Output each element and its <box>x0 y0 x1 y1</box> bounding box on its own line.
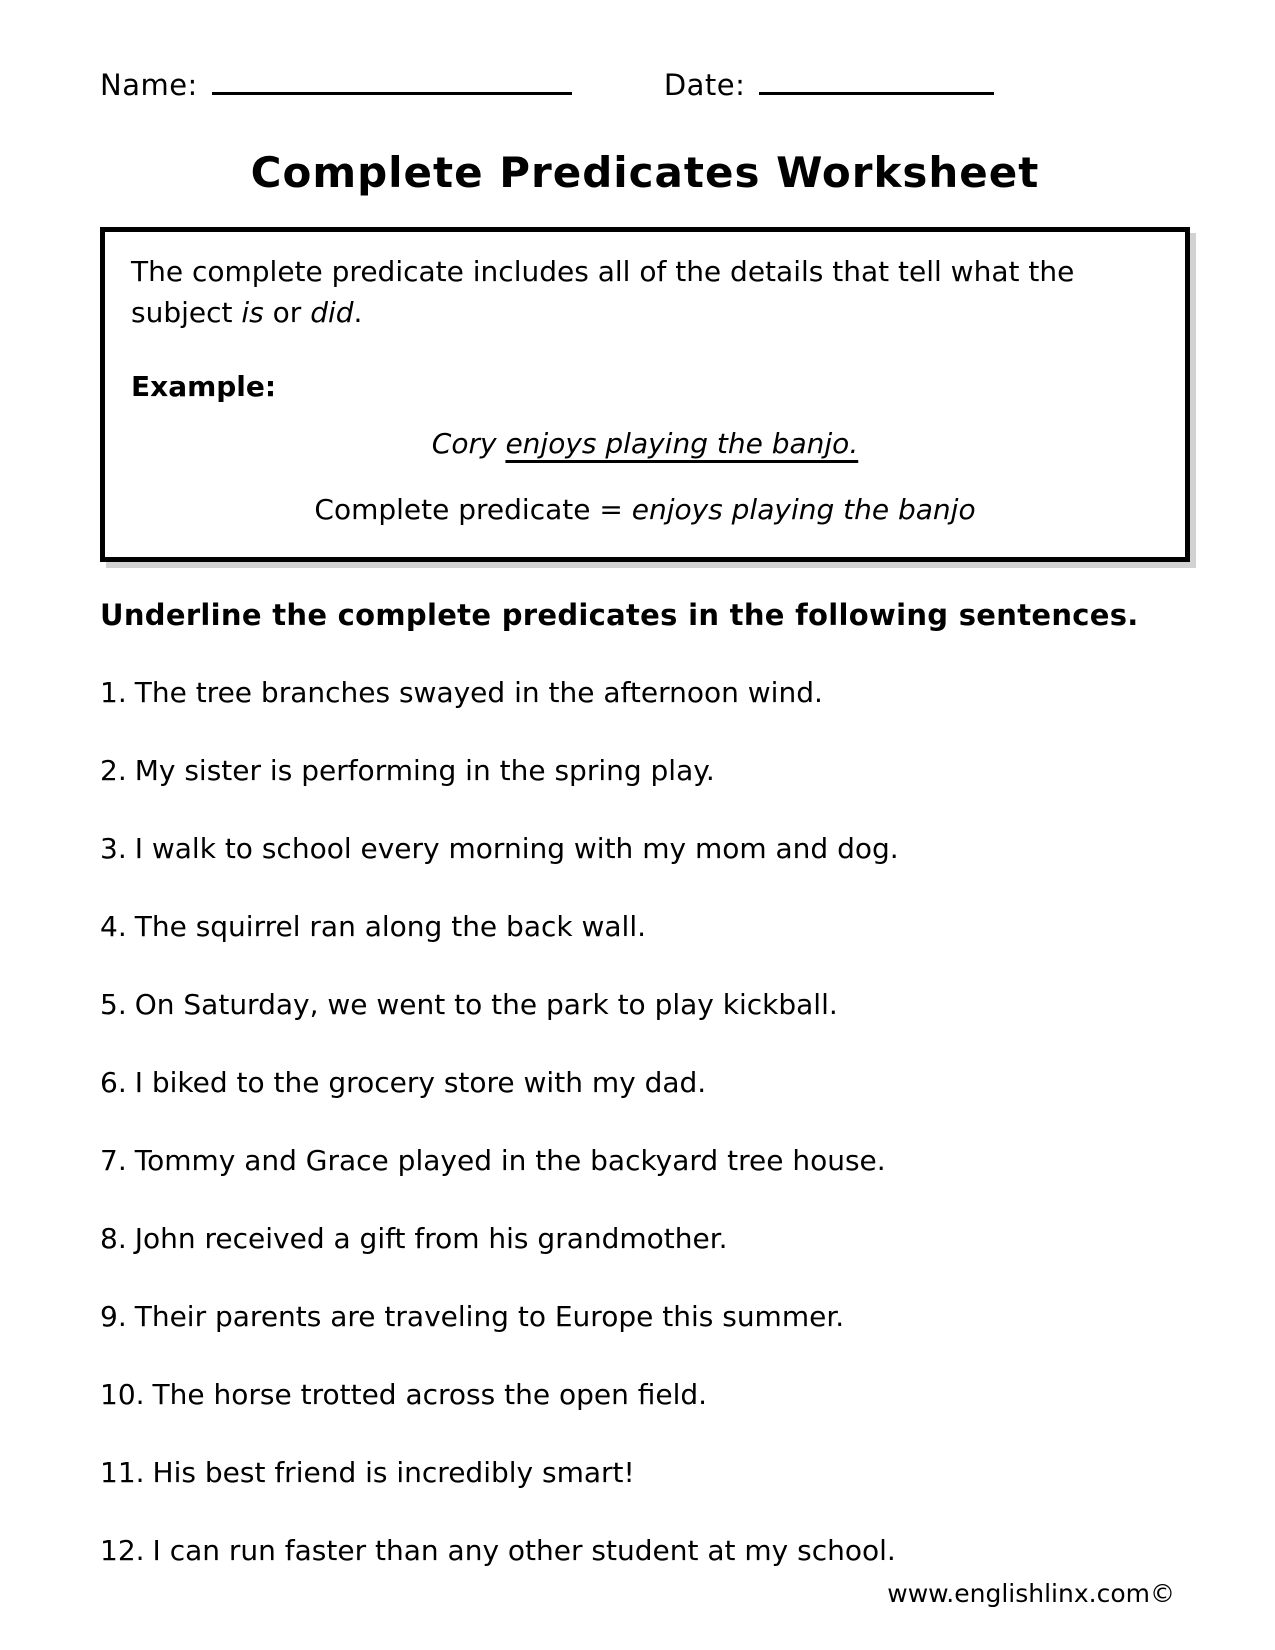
sentence-item-3 <box>100 832 1190 866</box>
sentence-number: 2. <box>100 753 127 787</box>
example-answer <box>131 490 1159 531</box>
definition-fragment: or <box>263 295 311 329</box>
sentence-item-12 <box>100 1534 1190 1568</box>
definition-is-word: is <box>241 295 264 329</box>
sentence-item-6 <box>100 1066 1190 1100</box>
footer <box>887 1579 1175 1608</box>
sentence-text: Tommy and Grace played in the backyard tree house. <box>134 1143 886 1177</box>
sentence-text: Their parents are traveling to Europe this summer. <box>134 1299 845 1333</box>
definition-text <box>131 252 1159 333</box>
sentence-item-1 <box>100 676 1190 710</box>
sentence-number: 5. <box>100 987 127 1021</box>
sentence-item-10 <box>100 1378 1190 1412</box>
sentence-text: On Saturday, we went to the park to play kickball. <box>134 987 838 1021</box>
sentence-number: 9. <box>100 1299 127 1333</box>
sentence-item-9 <box>100 1300 1190 1334</box>
sentence-item-8 <box>100 1222 1190 1256</box>
date-label: Date: <box>663 68 746 102</box>
name-blank-line[interactable] <box>212 66 572 95</box>
sentence-text: The squirrel ran along the back wall. <box>134 909 647 943</box>
sentence-text: My sister is performing in the spring play. <box>134 753 715 787</box>
sentence-text: I walk to school every morning with my mom and dog. <box>134 831 899 865</box>
answer-predicate: enjoys playing the banjo <box>631 493 976 527</box>
sentence-number: 4. <box>100 909 127 943</box>
sentence-number: 11. <box>100 1455 145 1489</box>
website-text: www.englishlinx.com© <box>887 1579 1175 1608</box>
definition-did-word: did <box>310 295 354 329</box>
sentence-item-4 <box>100 910 1190 944</box>
sentence-number: 7. <box>100 1143 127 1177</box>
page-title: Complete Predicates Worksheet <box>250 148 1040 197</box>
example-sentence <box>131 424 1159 465</box>
sentence-text: His best friend is incredibly smart! <box>152 1455 635 1489</box>
sentence-text: John received a gift from his grandmother. <box>134 1221 728 1255</box>
example-subject: Cory <box>431 426 506 460</box>
sentence-text: The tree branches swayed in the afternoon wind. <box>134 675 823 709</box>
date-blank-line[interactable] <box>759 66 994 95</box>
name-label: Name: <box>100 68 198 102</box>
sentence-number: 3. <box>100 831 127 865</box>
sentence-text: I biked to the grocery store with my dad. <box>134 1065 707 1099</box>
sentence-number: 12. <box>100 1533 145 1567</box>
definition-fragment: The complete predicate includes all of the details that tell what the subject <box>131 255 1075 329</box>
sentence-number: 10. <box>100 1377 145 1411</box>
sentence-item-11 <box>100 1456 1190 1490</box>
sentence-item-5 <box>100 988 1190 1022</box>
sentence-item-2 <box>100 754 1190 788</box>
header <box>100 66 1190 102</box>
instruction-text: Underline the complete predicates in the following sentences. <box>100 597 1139 632</box>
sentence-text: The horse trotted across the open field. <box>152 1377 708 1411</box>
sentence-text: I can run faster than any other student at my school. <box>152 1533 896 1567</box>
sentence-list <box>100 676 1190 1568</box>
underlined-predicate: enjoys playing the banjo. <box>505 426 859 460</box>
definition-fragment: . <box>353 295 363 329</box>
answer-prefix: Complete predicate = <box>314 493 632 527</box>
definition-box <box>100 227 1190 562</box>
sentence-number: 1. <box>100 675 127 709</box>
example-label: Example: <box>131 370 277 404</box>
sentence-item-7 <box>100 1144 1190 1178</box>
sentence-number: 6. <box>100 1065 127 1099</box>
sentence-number: 8. <box>100 1221 127 1255</box>
